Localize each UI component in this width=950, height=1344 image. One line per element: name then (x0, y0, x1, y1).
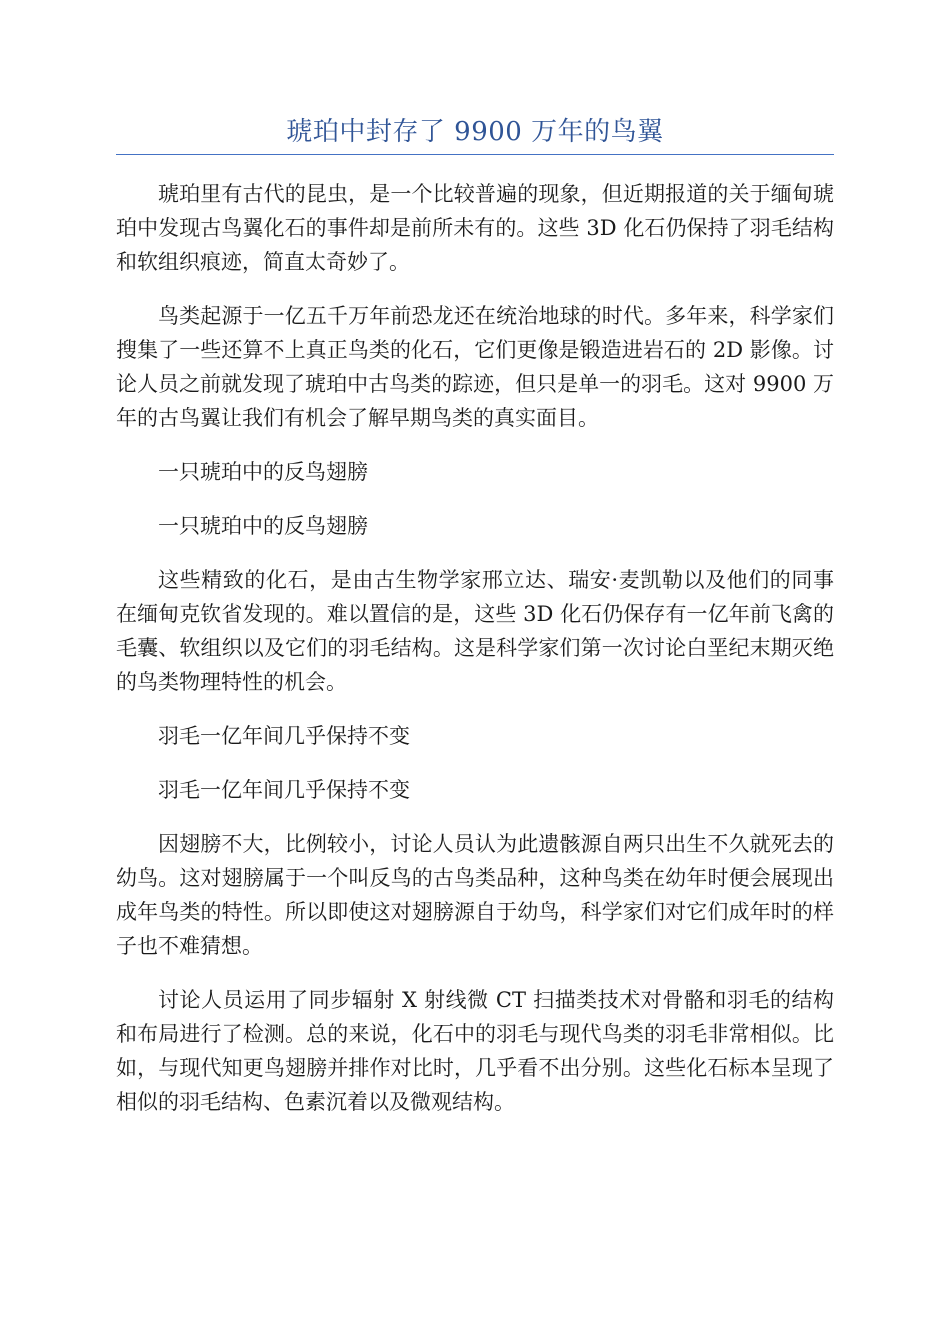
paragraph-intro: 琥珀里有古代的昆虫，是一个比较普遍的现象，但近期报道的关于缅甸琥珀中发现古鸟翼化石的事件却是前所未有的。这些 3D 化石仍保持了羽毛结构和软组织痕迹，简直太奇妙了。 (116, 182, 834, 274)
document-page (116, 112, 834, 1139)
paragraph-discovery: 这些精致的化石，是由古生物学家邢立达、瑞安·麦凯勒以及他们的同事在缅甸克钦省发现的。难以置信的是，这些 3D 化石仍保存有一亿年前飞禽的毛囊、软组织以及它们的羽毛结构。这是科学家们第一次讨论白垩纪末期灭绝的鸟类物理特性的机会。 (116, 568, 834, 694)
image-caption-wing: 一只琥珀中的反鸟翅膀 (158, 460, 368, 484)
document-body (116, 177, 834, 1119)
image-caption-feathers: 羽毛一亿年间几乎保持不变 (158, 724, 410, 748)
paragraph-juvenile-birds: 因翅膀不大，比例较小，讨论人员认为此遗骸源自两只出生不久就死去的幼鸟。这对翅膀属于一个叫反鸟的古鸟类品种，这种鸟类在幼年时便会展现出成年鸟类的特性。所以即使这对翅膀源自于幼鸟，科学家们对它们成年时的样子也不难猜想。 (116, 832, 834, 958)
image-caption-wing-repeat: 一只琥珀中的反鸟翅膀 (158, 514, 368, 538)
document-title: 琥珀中封存了 9900 万年的鸟翼 (116, 112, 834, 155)
paragraph-ct-scan: 讨论人员运用了同步辐射 X 射线微 CT 扫描类技术对骨骼和羽毛的结构和布局进行了检测。总的来说，化石中的羽毛与现代鸟类的羽毛非常相似。比如，与现代知更鸟翅膀并排作对比时，几乎看不出分别。这些化石标本呈现了相似的羽毛结构、色素沉着以及微观结构。 (116, 988, 834, 1114)
paragraph-bird-origin: 鸟类起源于一亿五千万年前恐龙还在统治地球的时代。多年来，科学家们搜集了一些还算不上真正鸟类的化石，它们更像是锻造进岩石的 2D 影像。讨论人员之前就发现了琥珀中古鸟类的踪迹，但只是单一的羽毛。这对 9900 万年的古鸟翼让我们有机会了解早期鸟类的真实面目。 (116, 304, 834, 430)
image-caption-feathers-repeat: 羽毛一亿年间几乎保持不变 (158, 778, 410, 802)
